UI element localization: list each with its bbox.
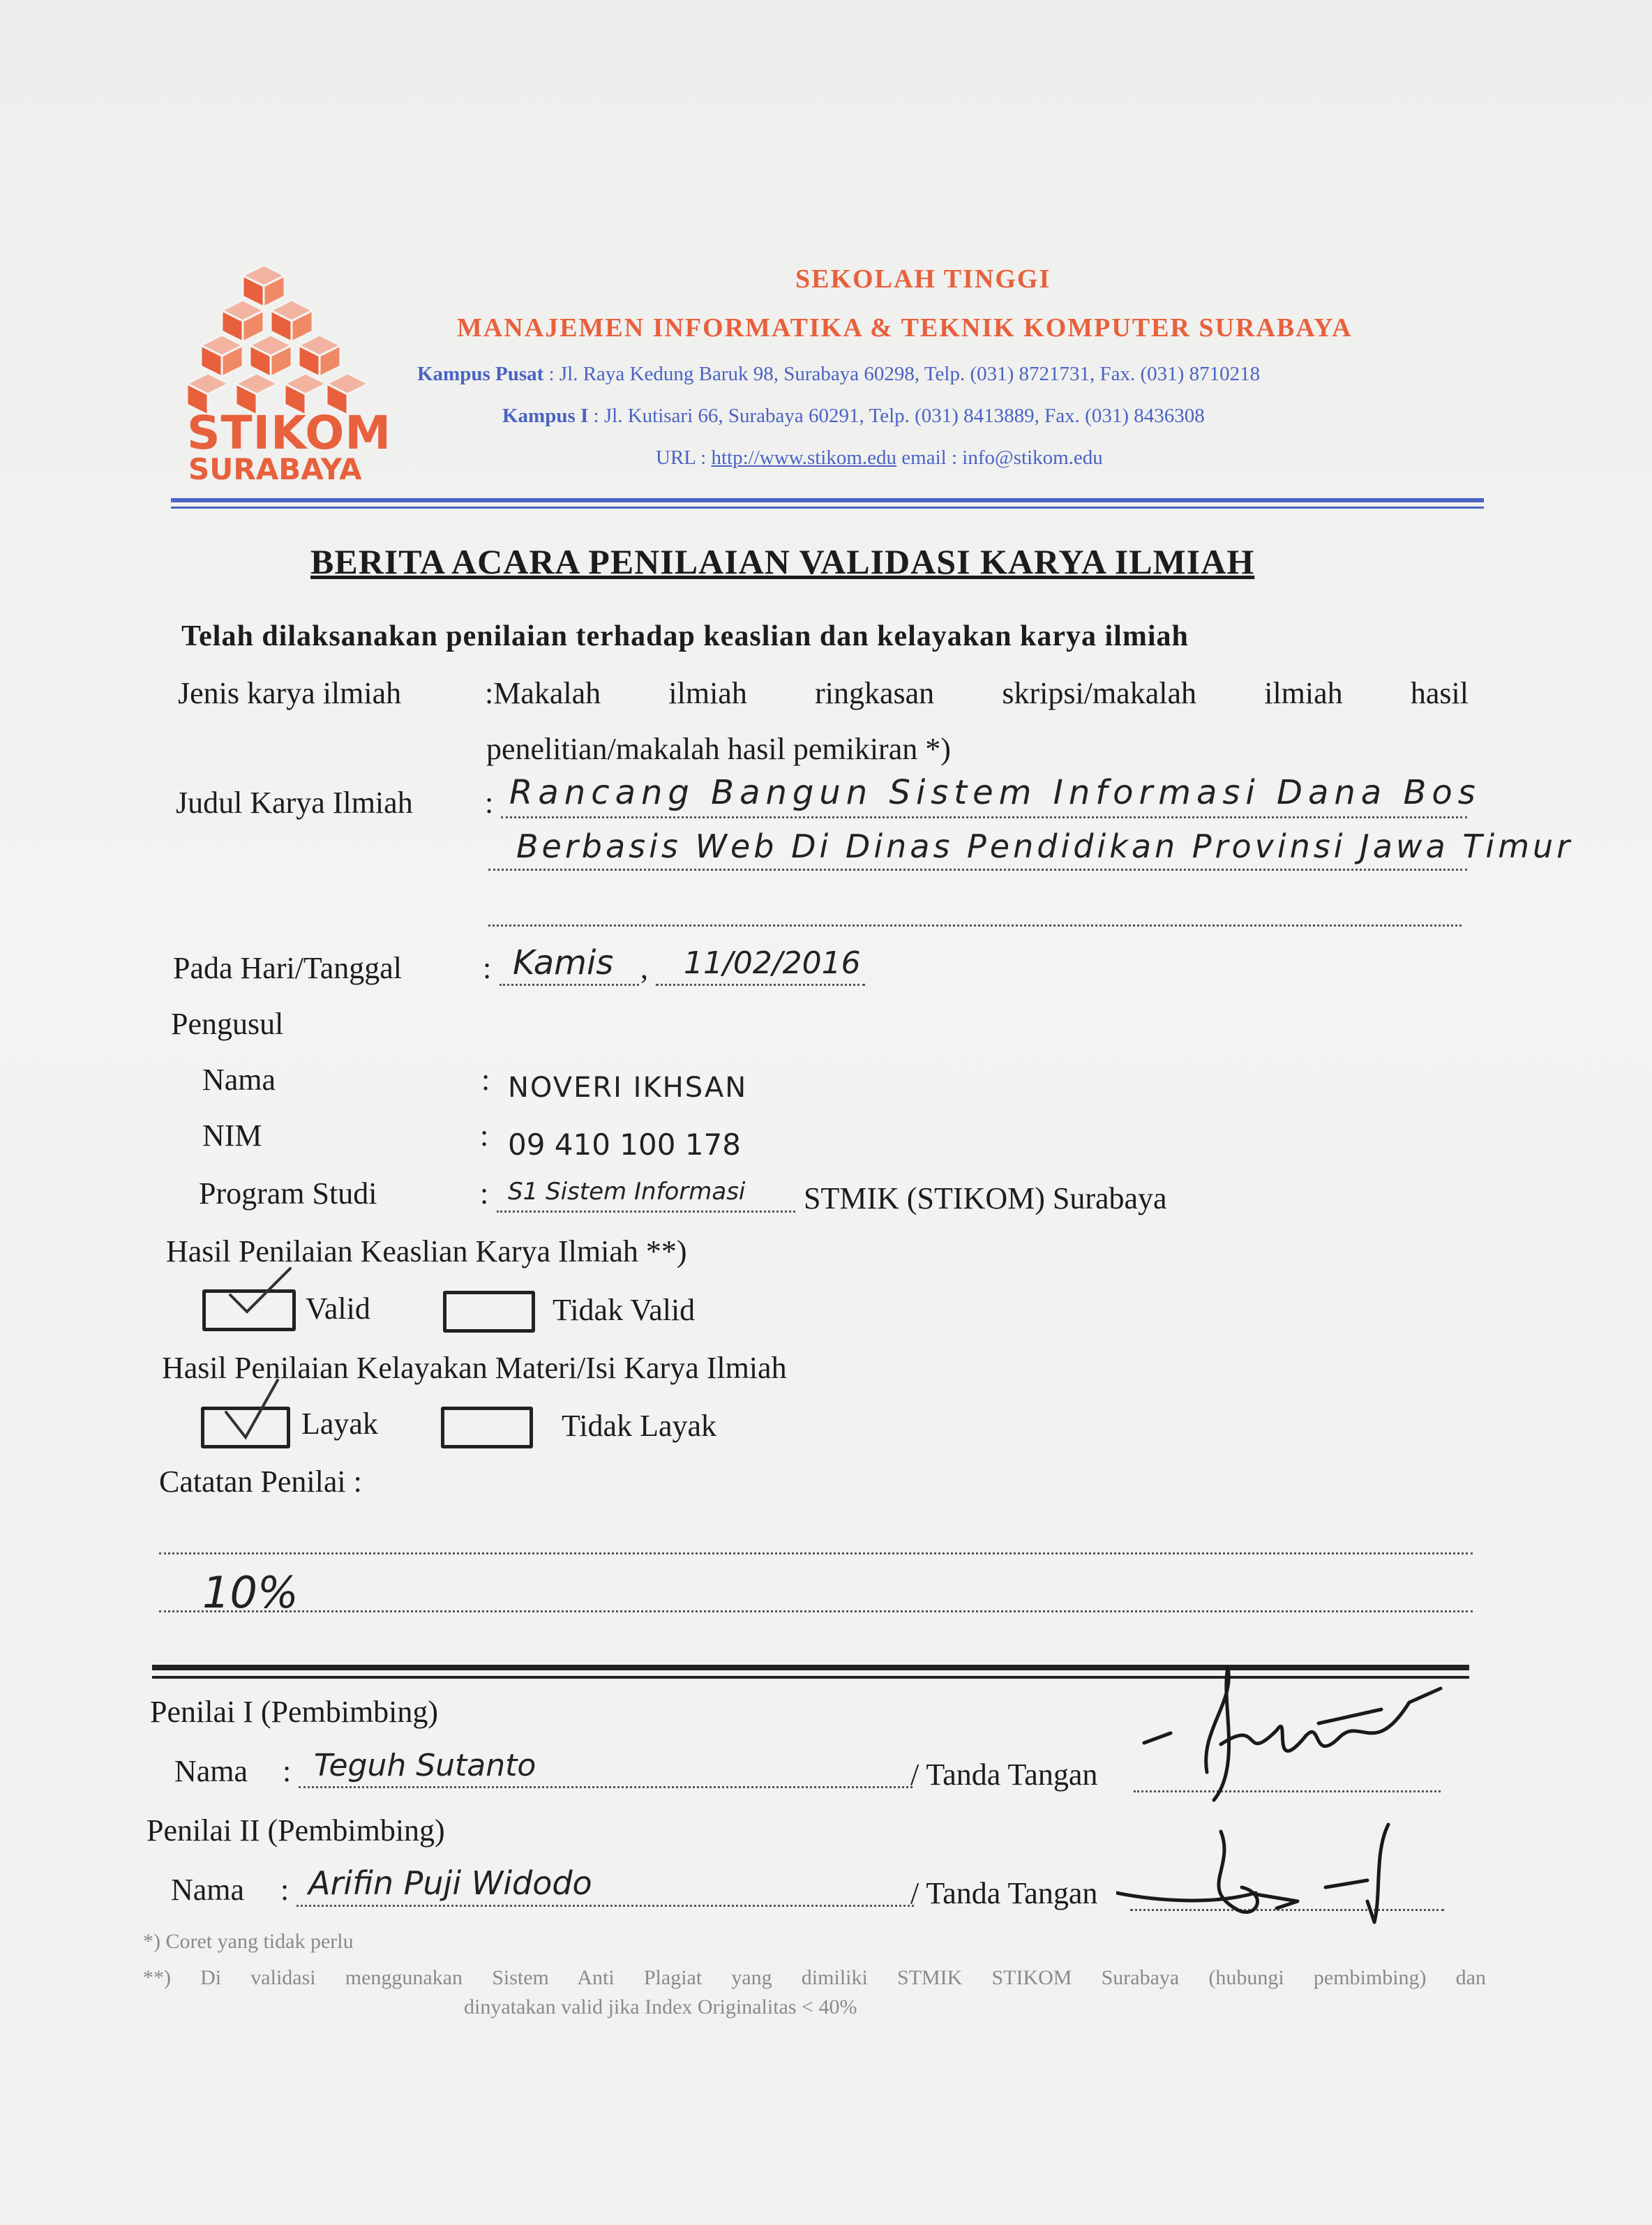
prodi-suffix: STMIK (STIKOM) Surabaya bbox=[804, 1181, 1167, 1215]
pengusul-label: Pengusul bbox=[171, 1007, 284, 1041]
header-url-line bbox=[656, 447, 1103, 470]
jenis-word: skripsi/makalah bbox=[1002, 676, 1196, 710]
judul-dotted-line-2 bbox=[488, 869, 1467, 871]
penilai-1-ttd-label: / Tanda Tangan bbox=[910, 1758, 1098, 1792]
judul-dotted-line-1 bbox=[501, 816, 1467, 818]
nim-value: 09 410 100 178 bbox=[508, 1128, 741, 1162]
checkmark-icon bbox=[220, 1376, 297, 1446]
catatan-dotted-line-1 bbox=[159, 1552, 1473, 1554]
jenis-word: hasil bbox=[1410, 676, 1469, 710]
judul-dotted-line-3 bbox=[488, 924, 1462, 927]
kelayakan-label: Hasil Penilaian Kelayakan Materi/Isi Karya Ilmiah bbox=[162, 1351, 787, 1385]
header-rule bbox=[171, 498, 1484, 502]
tanggal-colon: : bbox=[483, 951, 492, 985]
kampus-pusat-text: : Jl. Raya Kedung Baruk 98, Surabaya 60298, Telp. (031) 8721731, Fax. (031) 8710218 bbox=[548, 363, 1261, 385]
email-label: email : bbox=[901, 447, 958, 469]
footnote-2: **) Di validasi menggunakan Sistem Anti Plagiat yang dimiliki STMIK STIKOM Surabaya (hubungi pembimbing) dan bbox=[143, 1966, 1486, 1989]
signature-2-icon bbox=[1116, 1811, 1437, 1936]
header-line-1: SEKOLAH TINGGI bbox=[795, 264, 1051, 294]
nama-label: Nama bbox=[202, 1063, 276, 1097]
header-rule-thin bbox=[171, 507, 1484, 509]
jenis-word: ilmiah bbox=[668, 676, 747, 710]
kampus-1-text: : Jl. Kutisari 66, Surabaya 60291, Telp. (031) 8413889, Fax. (031) 8436308 bbox=[593, 405, 1205, 427]
kampus-1-label: Kampus I bbox=[502, 405, 589, 427]
tanggal-day-dots bbox=[500, 984, 639, 986]
penilai-2-nama-dots bbox=[296, 1905, 914, 1907]
jenis-label: Jenis karya ilmiah bbox=[178, 676, 402, 710]
judul-label: Judul Karya Ilmiah bbox=[176, 786, 413, 820]
form-intro: Telah dilaksanakan penilaian terhadap keaslian dan kelayakan karya ilmiah bbox=[181, 620, 1189, 652]
penilai-1-nama-label: Nama bbox=[174, 1754, 248, 1788]
jenis-value-line-2: penelitian/makalah hasil pemikiran *) bbox=[486, 732, 951, 766]
prodi-dotted-line bbox=[497, 1211, 795, 1213]
valid-option-label: Valid bbox=[306, 1291, 370, 1326]
logo-city: SURABAYA bbox=[188, 452, 362, 486]
penilai-1-title: Penilai I (Pembimbing) bbox=[150, 1695, 439, 1729]
penilai-2-colon: : bbox=[280, 1873, 290, 1907]
penilai-1-nama-dots bbox=[299, 1786, 913, 1788]
catatan-label: Catatan Penilai : bbox=[159, 1464, 362, 1499]
catatan-value: 10% bbox=[202, 1567, 299, 1618]
form-title: BERITA ACARA PENILAIAN VALIDASI KARYA ILMIAH bbox=[310, 542, 1255, 581]
penilai-2-nama-value: Arifin Puji Widodo bbox=[308, 1864, 592, 1902]
logo-word: STIKOM bbox=[187, 406, 392, 460]
tanggal-day: Kamis bbox=[513, 943, 614, 982]
layak-option-label: Layak bbox=[301, 1407, 378, 1441]
judul-value-line-1: Rancang Bangun Sistem Informasi Dana Bos bbox=[509, 773, 1481, 812]
penilai-2-nama-label: Nama bbox=[171, 1873, 245, 1907]
header-kampus-pusat bbox=[417, 363, 1260, 386]
nim-colon: : bbox=[480, 1118, 489, 1153]
penilai-2-ttd-label: / Tanda Tangan bbox=[910, 1876, 1098, 1910]
prodi-colon: : bbox=[480, 1176, 489, 1211]
signature-1-icon bbox=[1130, 1661, 1451, 1814]
tanggal-year: 2016 bbox=[782, 945, 861, 981]
header-kampus-1 bbox=[502, 405, 1205, 428]
footnote-2-continued: dinyatakan valid jika Index Originalitas < 40% bbox=[464, 1995, 857, 2018]
prodi-value: S1 Sistem Informasi bbox=[508, 1178, 746, 1206]
nama-value: NOVERI IKHSAN bbox=[508, 1072, 748, 1104]
prodi-label: Program Studi bbox=[199, 1176, 377, 1211]
tanggal-day-num: 11 bbox=[684, 945, 723, 981]
tidak-layak-option-label: Tidak Layak bbox=[562, 1409, 717, 1443]
jenis-word: ilmiah bbox=[1264, 676, 1343, 710]
penilai-1-colon: : bbox=[283, 1754, 292, 1788]
nama-colon: : bbox=[481, 1063, 490, 1097]
nim-label: NIM bbox=[202, 1118, 262, 1153]
jenis-word: ringkasan bbox=[815, 676, 935, 710]
jenis-word: :Makalah bbox=[485, 676, 601, 710]
url-link[interactable]: http://www.stikom.edu bbox=[711, 447, 897, 469]
tanggal-date-dots bbox=[656, 984, 865, 986]
jenis-value-line-1 bbox=[485, 675, 1469, 711]
tanggal-label: Pada Hari/Tanggal bbox=[173, 951, 403, 985]
url-label: URL : bbox=[656, 447, 707, 469]
checkmark-icon bbox=[222, 1261, 299, 1324]
footnote-1: *) Coret yang tidak perlu bbox=[143, 1930, 354, 1953]
email-text: info@stikom.edu bbox=[962, 447, 1103, 469]
kampus-pusat-label: Kampus Pusat bbox=[417, 363, 544, 385]
catatan-dotted-line-2 bbox=[159, 1610, 1473, 1612]
stikom-logo bbox=[187, 258, 392, 488]
stikom-logo-icon bbox=[187, 258, 368, 419]
tanggal-comma: , bbox=[640, 951, 648, 985]
tidak-valid-option-label: Tidak Valid bbox=[553, 1293, 696, 1327]
penilai-2-title: Penilai II (Pembimbing) bbox=[147, 1813, 445, 1848]
tanggal-date: 11/02/2016 bbox=[684, 945, 861, 981]
penilai-1-nama-value: Teguh Sutanto bbox=[314, 1748, 536, 1783]
header-line-2: MANAJEMEN INFORMATIKA & TEKNIK KOMPUTER SURABAYA bbox=[457, 313, 1353, 343]
keaslian-label: Hasil Penilaian Keaslian Karya Ilmiah **) bbox=[166, 1234, 687, 1268]
tanggal-month: 02 bbox=[733, 945, 772, 981]
tidak-layak-checkbox[interactable] bbox=[441, 1407, 533, 1448]
judul-value-line-2: Berbasis Web Di Dinas Pendidikan Provinsi Jawa Timur bbox=[516, 827, 1574, 865]
judul-colon: : bbox=[485, 786, 494, 820]
tidak-valid-checkbox[interactable] bbox=[443, 1291, 535, 1333]
